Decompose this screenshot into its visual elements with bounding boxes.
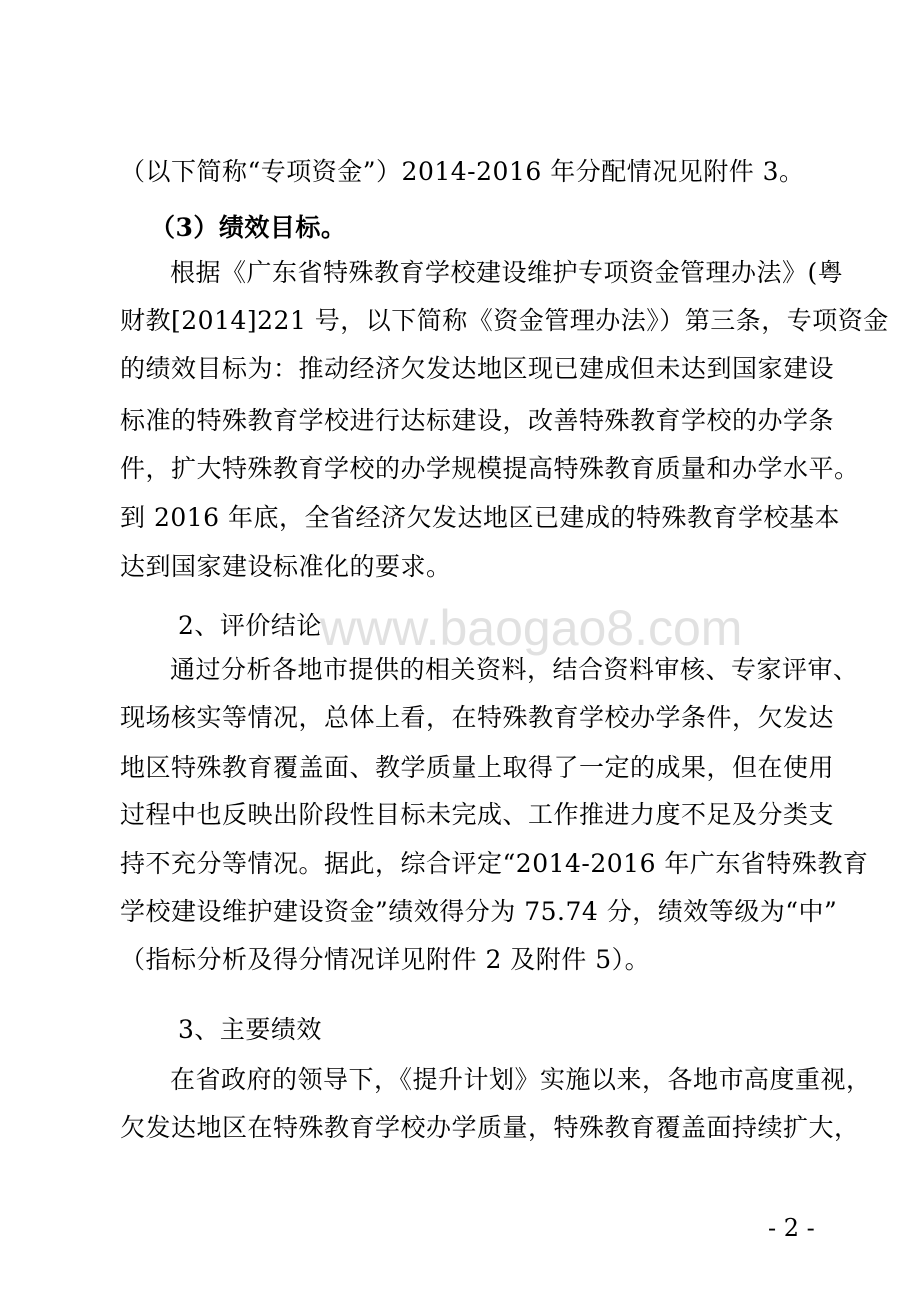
page-number: - 2 -	[768, 1214, 815, 1242]
body-text-line: 标准的特殊教育学校进行达标建设，改善特殊教育学校的办学条	[120, 406, 835, 435]
body-text-line: 过程中也反映出阶段性目标未完成、工作推进力度不足及分类支	[120, 800, 835, 829]
body-text-line: 学校建设维护建设资金”绩效得分为 75.74 分，绩效等级为“中”	[120, 897, 838, 926]
body-text-line: 达到国家建设标准化的要求。	[120, 552, 452, 581]
section-heading-main-performance: 3、主要绩效	[178, 1015, 322, 1044]
body-text-line: 地区特殊教育覆盖面、教学质量上取得了一定的成果，但在使用	[120, 753, 835, 782]
body-text-line: 通过分析各地市提供的相关资料，结合资料审核、专家评审、	[170, 655, 859, 684]
body-text-line: 根据《广东省特殊教育学校建设维护专项资金管理办法》(粤	[170, 258, 844, 287]
body-text-line: （指标分析及得分情况详见附件 2 及附件 5）。	[120, 945, 651, 974]
body-text-line: 在省政府的领导下，《提升计划》实施以来，各地市高度重视，	[170, 1065, 872, 1094]
section-heading-performance-goal: （3）绩效目标。	[150, 213, 347, 242]
body-text-line: 财教[2014]221 号，以下简称《资金管理办法》）第三条，专项资金	[120, 306, 889, 335]
section-heading-evaluation-conclusion: 2、评价结论	[178, 611, 322, 640]
body-text-line: 持不充分等情况。据此，综合评定“2014-2016 年广东省特殊教育	[120, 849, 869, 878]
body-text-line: 欠发达地区在特殊教育学校办学质量，特殊教育覆盖面持续扩大，	[120, 1113, 860, 1142]
body-text-line: 现场核实等情况，总体上看，在特殊教育学校办学条件，欠发达	[120, 703, 835, 732]
body-text-line: 件，扩大特殊教育学校的办学规模提高特殊教育质量和办学水平。	[120, 454, 860, 483]
body-text-line: 到 2016 年底，全省经济欠发达地区已建成的特殊教育学校基本	[120, 503, 841, 532]
body-text-line: （以下简称“专项资金”）2014-2016 年分配情况见附件 3。	[120, 157, 805, 186]
body-text-line: 的绩效目标为：推动经济欠发达地区现已建成但未达到国家建设	[120, 354, 835, 383]
watermark: www.baogao8.com	[320, 600, 743, 656]
